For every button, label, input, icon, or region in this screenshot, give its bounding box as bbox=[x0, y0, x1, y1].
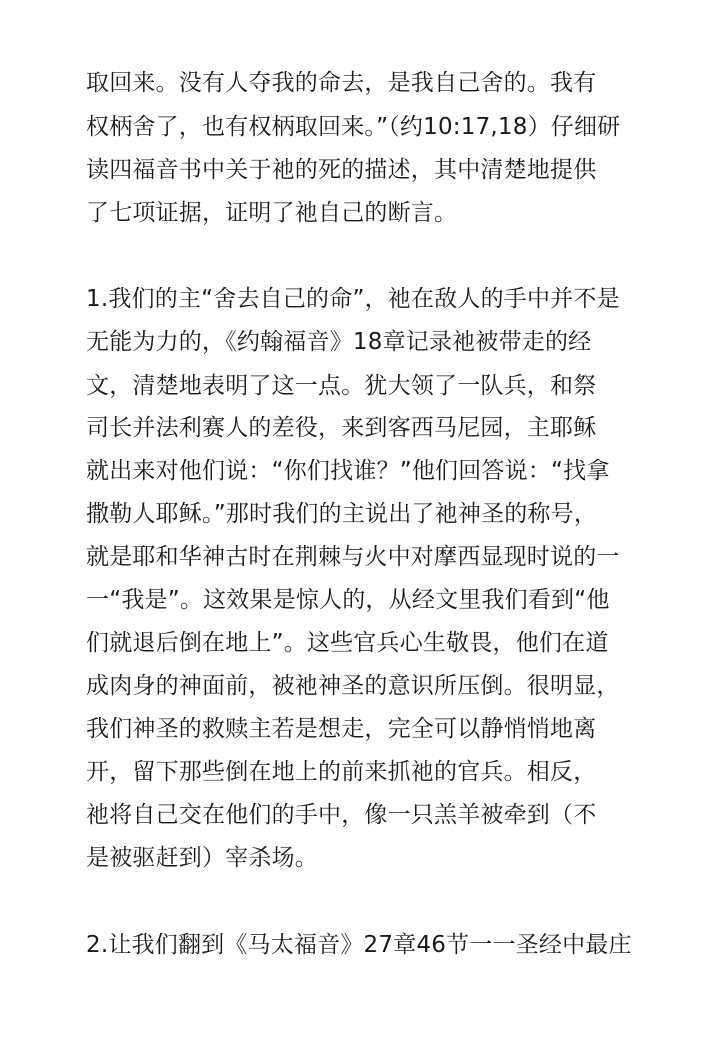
point1-line: 开，留下那些倒在地上的前来抓祂的官兵。相反， bbox=[86, 759, 597, 785]
point1-line: 文，清楚地表明了这一点。犹大领了一队兵，和祭 bbox=[86, 373, 597, 399]
intro-line: 权柄舍了，也有权柄取回来。”（约10:17,18）仔细研 bbox=[86, 114, 621, 140]
point1-line: 一“我是”。这效果是惊人的，从经文里我们看到“他 bbox=[86, 587, 610, 613]
point1-line: 撒勒人耶稣。”那时我们的主说出了祂神圣的称号， bbox=[86, 501, 598, 527]
point2-line: 2.让我们翻到《马太福音》27章46节一一圣经中最庄 bbox=[86, 932, 632, 958]
intro-line: 取回来。没有人夺我的命去，是我自己舍的。我有 bbox=[86, 70, 597, 96]
point1-line: 1.我们的主“舍去自己的命”，祂在敌人的手中并不是 bbox=[86, 286, 620, 312]
intro-line: 了七项证据，证明了祂自己的断言。 bbox=[86, 200, 458, 226]
point1-line: 无能为力的，《约翰福音》18章记录祂被带走的经 bbox=[86, 329, 592, 355]
point1-line: 就是耶和华神古时在荆棘与火中对摩西显现时说的一 bbox=[86, 544, 620, 570]
point1-line: 是被驱赶到）宰杀场。 bbox=[86, 845, 318, 871]
point1-line: 成肉身的神面前，被祂神圣的意识所压倒。很明显， bbox=[86, 673, 620, 699]
point1-line: 祂将自己交在他们的手中，像一只羔羊被牵到（不 bbox=[86, 802, 597, 828]
intro-line: 读四福音书中关于祂的死的描述，其中清楚地提供 bbox=[86, 157, 597, 183]
point1-line: 们就退后倒在地上”。这些官兵心生敬畏，他们在道 bbox=[86, 630, 609, 656]
point1-line: 我们神圣的救赎主若是想走，完全可以静悄悄地离 bbox=[86, 716, 597, 742]
point1-line: 就出来对他们说：“你们找谁？”他们回答说：“找拿 bbox=[86, 458, 610, 484]
point1-line: 司长并法利赛人的差役，来到客西马尼园，主耶稣 bbox=[86, 415, 597, 441]
